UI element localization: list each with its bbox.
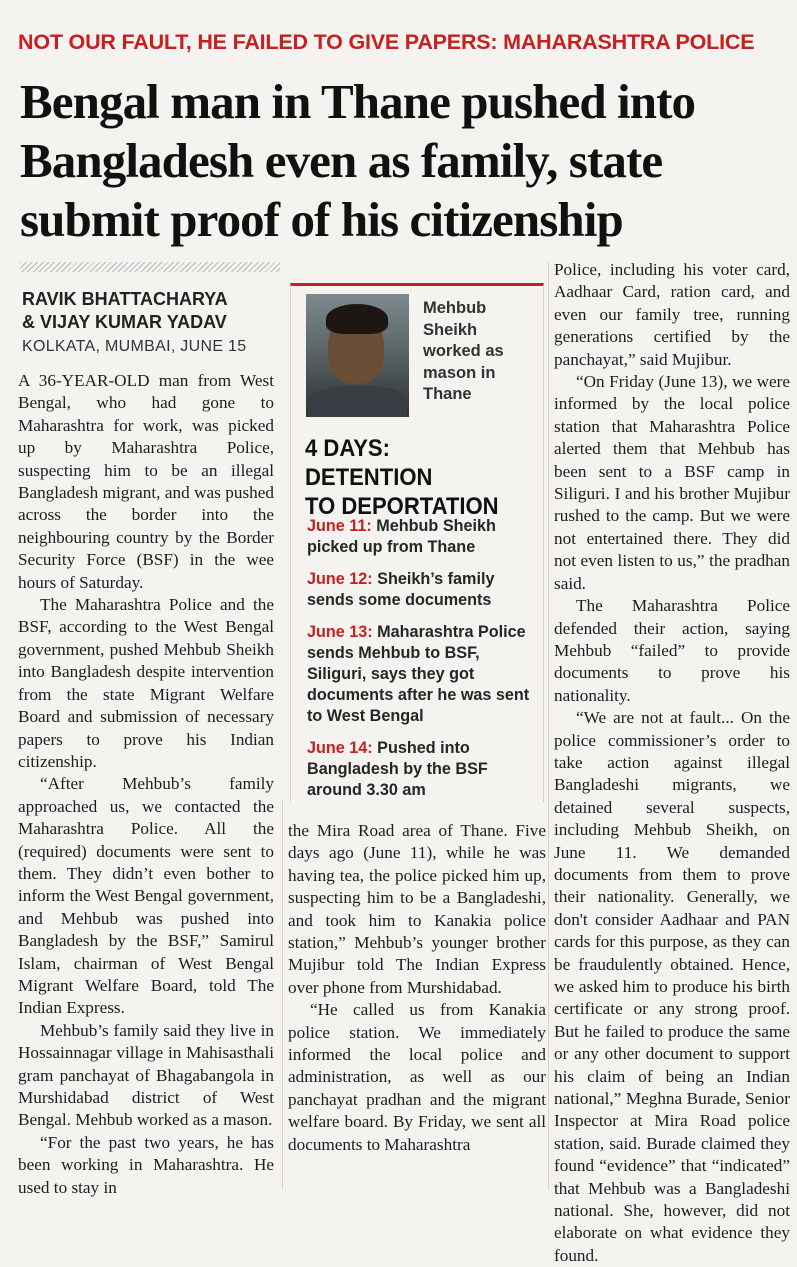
headline: Bengal man in Thane pushed into Bangladesh even as family, state submit proof of his citizenship bbox=[20, 74, 696, 247]
paragraph: the Mira Road area of Thane. Five days ago (June 11), while he was having tea, the police picked him up, suspecting him to be a Bangladeshi, and took him to Kanakia police station,” Mehbub’s younger brother Mujibur told The Indian Express over phone from Murshidabad. bbox=[288, 821, 546, 997]
timeline-date: June 12: bbox=[307, 570, 373, 588]
timeline-sidebox bbox=[290, 283, 544, 802]
paragraph: The Maharashtra Police and the BSF, according to the West Bengal government, pushed Mehbub Sheikh into Bangladesh despite intervention from the state Migrant Welfare Board and submission of necessary papers to prove his Indian citizenship. bbox=[18, 595, 274, 771]
paragraph: “After Mehbub’s family approached us, we contacted the Maharashtra Police. All the (required) documents were sent to them. They didn’t even bother to inform the West Bengal government, and Mehbub was pushed into Bangladesh by the BSF,” Samirul Islam, chairman of West Bengal Migrant Welfare Board, told The Indian Express. bbox=[18, 774, 274, 1018]
kicker: NOT OUR FAULT, HE FAILED TO GIVE PAPERS: MAHARASHTRA POLICE bbox=[18, 30, 755, 54]
byline-author-2: & VIJAY KUMAR YADAV bbox=[22, 312, 227, 332]
paragraph: “On Friday (June 13), we were informed by the local police station that Maharashtra Police alerted them that Mehbub has been sent to a BSF camp in Siliguri. I and his brother Mujibur rushed to the camp. But we were not entertained there. They did not even listen to us,” the pradhan said. bbox=[554, 372, 790, 593]
paragraph: The Maharashtra Police defended their action, saying Mehbub “failed” to provide documents to prove his nationality. bbox=[554, 596, 790, 705]
sidebox-title bbox=[305, 434, 512, 521]
byline-author-1: RAVIK BHATTACHARYA bbox=[22, 289, 228, 309]
sidebox-title-line-2: TO DEPORTATION bbox=[305, 493, 499, 520]
timeline-date: June 11: bbox=[307, 517, 372, 535]
paragraph: Police, including his voter card, Aadhaar Card, ration card, and even our family tree, running generations certified by the panchayat,” said Mujibur. bbox=[554, 260, 790, 369]
column-divider bbox=[282, 800, 283, 1190]
timeline-text: Mehbub Sheikh picked up from Thane bbox=[307, 517, 496, 556]
column-divider bbox=[548, 262, 549, 1190]
timeline-text: Maharashtra Police sends Mehbub to BSF, Siliguri, says they got documents after he was sent to West Bengal bbox=[307, 623, 530, 725]
hatched-rule bbox=[20, 262, 280, 272]
paragraph: “He called us from Kanakia police station. We immediately informed the local police and administration, as well as our panchayat pradhan and the migrant welfare board. By Friday, we sent all documents to Maharashtra bbox=[288, 1000, 546, 1154]
timeline-date: June 14: bbox=[307, 739, 373, 757]
photo-caption: Mehbub Sheikh worked as mason in Thane bbox=[423, 299, 504, 403]
article-column-3 bbox=[554, 259, 790, 1267]
timeline-text: Sheikh’s family sends some documents bbox=[307, 570, 495, 609]
byline bbox=[22, 288, 284, 334]
timeline-item bbox=[307, 516, 539, 558]
timeline-item bbox=[307, 569, 539, 611]
article-column-2 bbox=[288, 820, 546, 1156]
article-column-1 bbox=[18, 370, 274, 1199]
paragraph: A 36-YEAR-OLD man from West Bengal, who had gone to Maharashtra for work, was picked up by Maharashtra Police, suspecting him to be an illegal Bangladesh migrant, and was pushed across the border into the neighbouring country by the Border Security Force (BSF) in the wee hours of Saturday. bbox=[18, 371, 274, 592]
dateline: KOLKATA, MUMBAI, JUNE 15 bbox=[22, 338, 247, 355]
paragraph: Mehbub’s family said they live in Hossainnagar village in Mahisasthali gram panchayat of Bhagabangola in Murshidabad district of West Bengal. Mehbub worked as a mason. bbox=[18, 1020, 274, 1130]
paragraph: “For the past two years, he has been working in Maharashtra. He used to stay in bbox=[18, 1132, 274, 1197]
sidebox-title-line-1: 4 DAYS: DETENTION bbox=[305, 435, 433, 491]
timeline-item bbox=[307, 622, 539, 727]
portrait-photo bbox=[306, 294, 409, 417]
timeline-list bbox=[307, 516, 539, 812]
paragraph: “We are not at fault... On the police commissioner’s order to take action against illegal Bangladeshi migrants, we detained several suspects, including Mehbub Sheikh, on June 11. We demanded documents from them to prove their nationality. Generally, we don't consider Aadhaar and PAN cards for this purpose, as they can be fraudulently obtained. Hence, we asked him to produce his birth certificate or any strong proof. But he failed to produce the same or any other document to support his claim of being an Indian national,” Meghna Burade, Senior Inspector at Mira Road police station, said. Burade claimed they found “evidence” that “indicated” that Mehbub was a Bangladeshi national. She, however, did not elaborate on what evidence they found. bbox=[554, 708, 790, 1265]
timeline-date: June 13: bbox=[307, 623, 373, 641]
timeline-text: Pushed into Bangladesh by the BSF around 3.30 am bbox=[307, 739, 488, 799]
timeline-item bbox=[307, 738, 539, 801]
